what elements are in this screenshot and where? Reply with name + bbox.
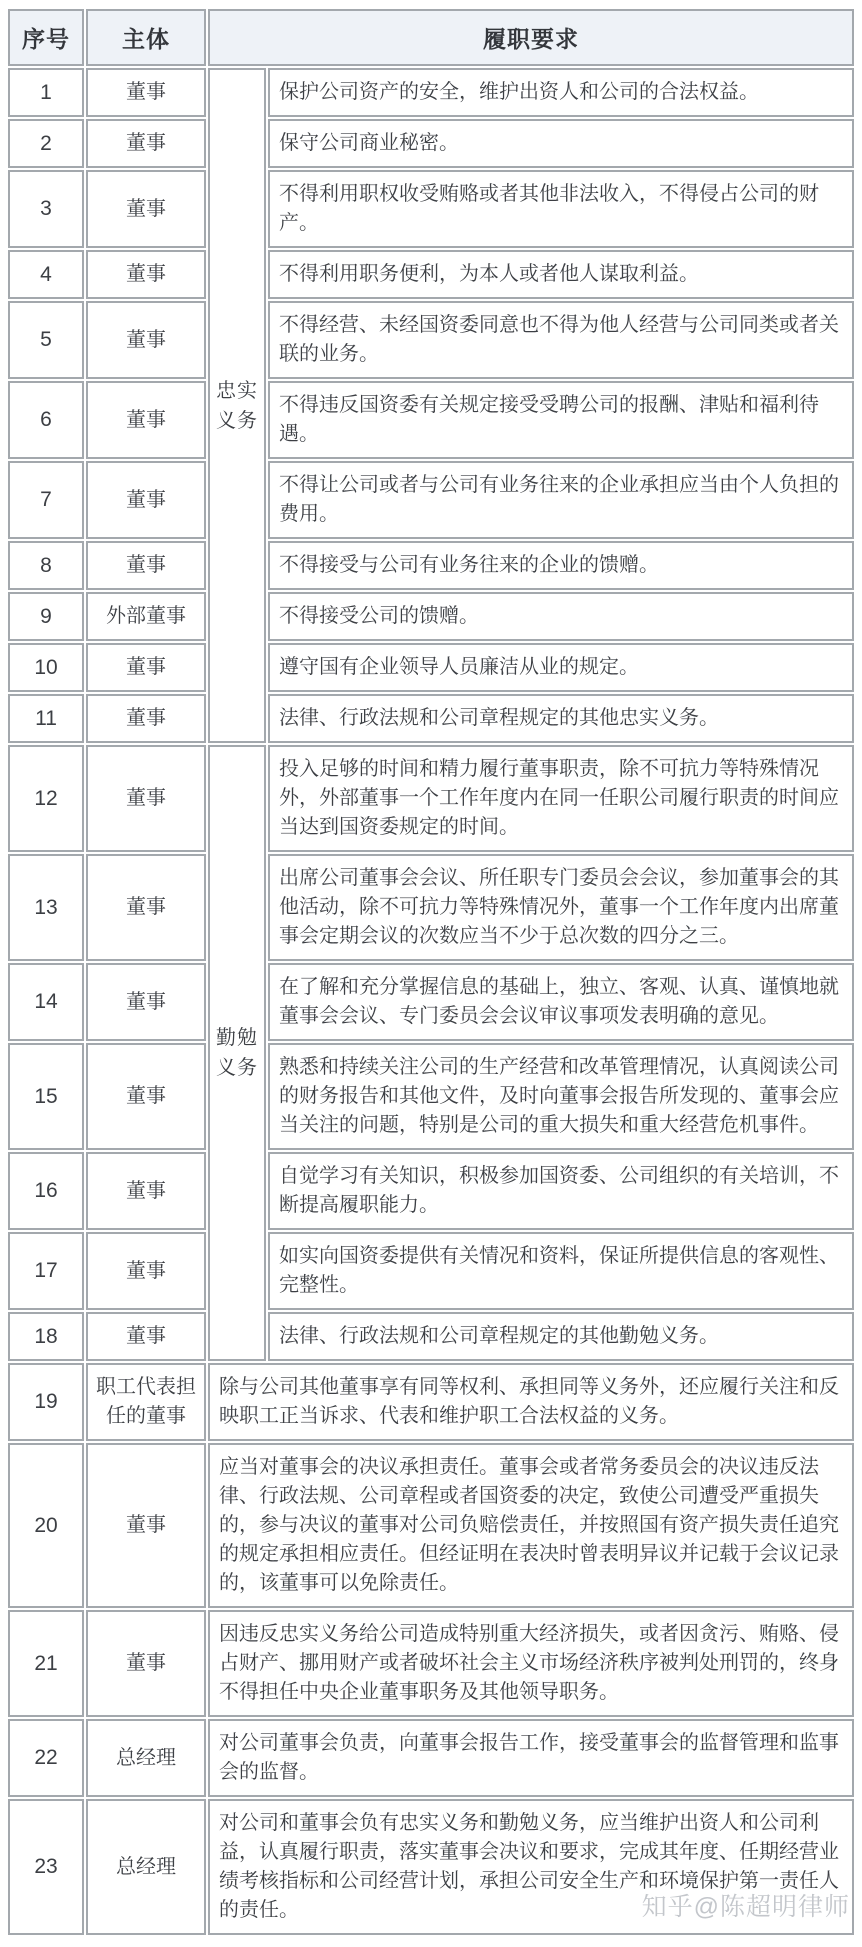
requirement-cell: 出席公司董事会会议、所任职专门委员会会议，参加董事会的其他活动，除不可抗力等特殊情况外，董事一个工作年度内出席董事会定期会议的次数应当不少于总次数的四分之三。 — [268, 854, 854, 961]
subject-cell: 职工代表担任的董事 — [86, 1363, 206, 1441]
table-row — [8, 854, 854, 961]
table-row — [8, 1232, 854, 1310]
table-row — [8, 1610, 854, 1717]
requirement-cell: 应当对董事会的决议承担责任。董事会或者常务委员会的决议违反法律、行政法规、公司章程或者国资委的决定，致使公司遭受严重损失的，参与决议的董事对公司负赔偿责任，并按照国有资产损失责任追究的规定承担相应责任。但经证明在表决时曾表明异议并记载于会议记录的，该董事可以免除责任。 — [208, 1443, 854, 1608]
table-row — [8, 1799, 854, 1935]
subject-cell: 董事 — [86, 854, 206, 961]
watermark: 知乎@陈超明律师 — [641, 1893, 850, 1921]
requirement-cell: 自觉学习有关知识，积极参加国资委、公司组织的有关培训，不断提高履职能力。 — [268, 1152, 854, 1230]
requirement-cell: 对公司董事会负责，向董事会报告工作，接受董事会的监督管理和监事会的监督。 — [208, 1719, 854, 1797]
row-number-cell: 22 — [8, 1719, 84, 1797]
subject-cell: 董事 — [86, 68, 206, 117]
subject-cell: 董事 — [86, 963, 206, 1041]
table-row — [8, 1443, 854, 1608]
subject-cell: 董事 — [86, 381, 206, 459]
requirement-cell: 保守公司商业秘密。 — [268, 119, 854, 168]
row-number-cell: 6 — [8, 381, 84, 459]
table-header — [8, 9, 854, 66]
row-number-cell: 19 — [8, 1363, 84, 1441]
requirement-cell: 不得利用职权收受贿赂或者其他非法收入，不得侵占公司的财产。 — [268, 170, 854, 248]
subject-cell: 董事 — [86, 1443, 206, 1608]
row-number-cell: 7 — [8, 461, 84, 539]
table-row — [8, 1719, 854, 1797]
requirement-cell: 对公司和董事会负有忠实义务和勤勉义务，应当维护出资人和公司利益，认真履行职责，落实董事会决议和要求，完成其年度、任期经营业绩考核指标和公司经营计划，承担公司安全生产和环境保护第一责任人的责任。 — [208, 1799, 854, 1935]
table-row — [8, 1363, 854, 1441]
subject-cell: 董事 — [86, 694, 206, 743]
row-number-cell: 4 — [8, 250, 84, 299]
duty-group-cell: 勤勉义务 — [208, 745, 266, 1361]
row-number-cell: 10 — [8, 643, 84, 692]
subject-cell: 外部董事 — [86, 592, 206, 641]
subject-cell: 董事 — [86, 301, 206, 379]
requirement-cell: 不得经营、未经国资委同意也不得为他人经营与公司同类或者关联的业务。 — [268, 301, 854, 379]
row-number-cell: 13 — [8, 854, 84, 961]
subject-cell: 董事 — [86, 1312, 206, 1361]
table-row — [8, 68, 854, 117]
requirement-cell: 除与公司其他董事享有同等权利、承担同等义务外，还应履行关注和反映职工正当诉求、代表和维护职工合法权益的义务。 — [208, 1363, 854, 1441]
table-row — [8, 250, 854, 299]
table-row — [8, 643, 854, 692]
subject-cell: 董事 — [86, 1043, 206, 1150]
header-subject: 主体 — [86, 9, 206, 66]
header-requirement: 履职要求 — [208, 9, 854, 66]
header-row — [8, 9, 854, 66]
duty-table-body — [8, 68, 854, 1935]
table-row — [8, 1152, 854, 1230]
requirement-cell: 法律、行政法规和公司章程规定的其他勤勉义务。 — [268, 1312, 854, 1361]
table-row — [8, 381, 854, 459]
subject-cell: 董事 — [86, 541, 206, 590]
subject-cell: 董事 — [86, 170, 206, 248]
requirement-cell: 不得接受公司的馈赠。 — [268, 592, 854, 641]
table-row — [8, 694, 854, 743]
requirement-cell: 不得接受与公司有业务往来的企业的馈赠。 — [268, 541, 854, 590]
requirement-cell: 不得让公司或者与公司有业务往来的企业承担应当由个人负担的费用。 — [268, 461, 854, 539]
requirement-cell: 如实向国资委提供有关情况和资料，保证所提供信息的客观性、完整性。 — [268, 1232, 854, 1310]
table-row — [8, 1043, 854, 1150]
table-row — [8, 745, 854, 852]
subject-cell: 董事 — [86, 119, 206, 168]
table-row — [8, 963, 854, 1041]
row-number-cell: 23 — [8, 1799, 84, 1935]
row-number-cell: 2 — [8, 119, 84, 168]
row-number-cell: 3 — [8, 170, 84, 248]
subject-cell: 董事 — [86, 1610, 206, 1717]
subject-cell: 董事 — [86, 461, 206, 539]
subject-cell: 董事 — [86, 1232, 206, 1310]
table-row — [8, 592, 854, 641]
subject-cell: 总经理 — [86, 1719, 206, 1797]
subject-cell: 董事 — [86, 250, 206, 299]
row-number-cell: 16 — [8, 1152, 84, 1230]
table-row — [8, 170, 854, 248]
duty-table — [6, 7, 856, 1937]
requirement-cell: 不得违反国资委有关规定接受受聘公司的报酬、津贴和福利待遇。 — [268, 381, 854, 459]
table-row — [8, 1312, 854, 1361]
row-number-cell: 21 — [8, 1610, 84, 1717]
row-number-cell: 1 — [8, 68, 84, 117]
requirement-cell: 不得利用职务便利，为本人或者他人谋取利益。 — [268, 250, 854, 299]
row-number-cell: 11 — [8, 694, 84, 743]
row-number-cell: 17 — [8, 1232, 84, 1310]
table-row — [8, 541, 854, 590]
table-row — [8, 461, 854, 539]
subject-cell: 董事 — [86, 1152, 206, 1230]
table-row — [8, 119, 854, 168]
requirement-cell: 遵守国有企业领导人员廉洁从业的规定。 — [268, 643, 854, 692]
subject-cell: 董事 — [86, 745, 206, 852]
row-number-cell: 20 — [8, 1443, 84, 1608]
subject-cell: 董事 — [86, 643, 206, 692]
duty-group-cell: 忠实义务 — [208, 68, 266, 743]
header-seq: 序号 — [8, 9, 84, 66]
requirement-cell: 因违反忠实义务给公司造成特别重大经济损失，或者因贪污、贿赂、侵占财产、挪用财产或者破坏社会主义市场经济秩序被判处刑罚的，终身不得担任中央企业董事职务及其他领导职务。 — [208, 1610, 854, 1717]
row-number-cell: 14 — [8, 963, 84, 1041]
requirement-cell: 熟悉和持续关注公司的生产经营和改革管理情况，认真阅读公司的财务报告和其他文件，及时向董事会报告所发现的、董事会应当关注的问题，特别是公司的重大损失和重大经营危机事件。 — [268, 1043, 854, 1150]
table-row — [8, 301, 854, 379]
row-number-cell: 9 — [8, 592, 84, 641]
requirement-cell: 投入足够的时间和精力履行董事职责，除不可抗力等特殊情况外，外部董事一个工作年度内在同一任职公司履行职责的时间应当达到国资委规定的时间。 — [268, 745, 854, 852]
row-number-cell: 18 — [8, 1312, 84, 1361]
requirement-cell: 法律、行政法规和公司章程规定的其他忠实义务。 — [268, 694, 854, 743]
subject-cell: 总经理 — [86, 1799, 206, 1935]
requirement-cell: 保护公司资产的安全，维护出资人和公司的合法权益。 — [268, 68, 854, 117]
requirement-cell: 在了解和充分掌握信息的基础上，独立、客观、认真、谨慎地就董事会会议、专门委员会会议审议事项发表明确的意见。 — [268, 963, 854, 1041]
row-number-cell: 15 — [8, 1043, 84, 1150]
row-number-cell: 12 — [8, 745, 84, 852]
row-number-cell: 5 — [8, 301, 84, 379]
row-number-cell: 8 — [8, 541, 84, 590]
